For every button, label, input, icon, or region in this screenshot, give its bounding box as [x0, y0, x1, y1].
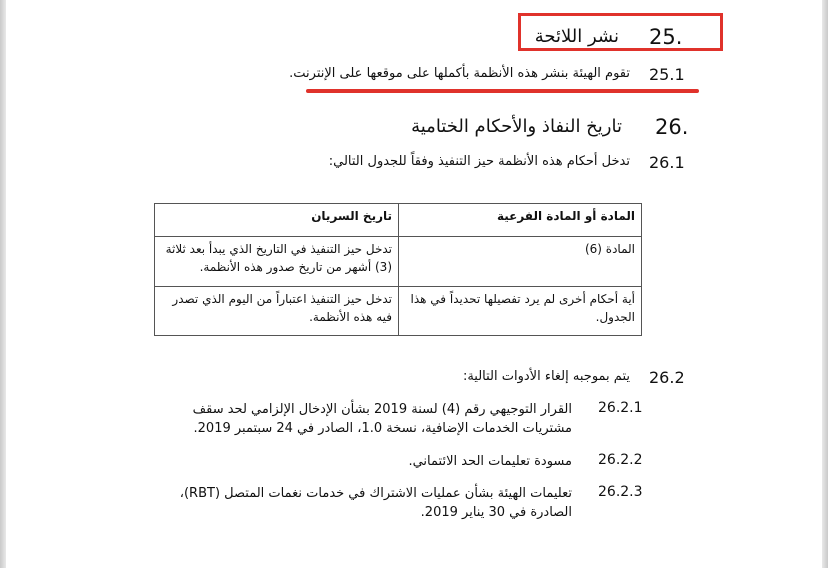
table-header-row	[155, 204, 642, 237]
subclause-text: تعليمات الهيئة بشأن عمليات الاشتراك في خدمات نغمات المتصل (RBT)، الصادرة في 30 يناير 2019.	[179, 486, 572, 520]
clause-25-1-number: 25.1	[649, 65, 685, 84]
subclause-text: القرار التوجيهي رقم (4) لسنة 2019 بشأن الإدخال الإلزامي لحد سقف مشتريات الخدمات الإضافية، نسخة 1.0، الصادر في 24 سبتمبر 2019.	[192, 402, 572, 436]
section-25-title: نشر اللائحة	[534, 26, 619, 47]
section-26-number: 26.	[655, 115, 689, 139]
table-cell: تدخل حيز التنفيذ في التاريخ الذي يبدأ بعد ثلاثة (3) أشهر من تاريخ صدور هذه الأنظمة.	[155, 237, 399, 287]
clause-26-2-text: يتم بموجبه إلغاء الأدوات التالية:	[462, 369, 630, 384]
table-row	[155, 287, 642, 336]
subclause-number: 26.2.2	[598, 452, 643, 468]
subclause-text: مسودة تعليمات الحد الائتماني.	[408, 454, 572, 469]
effective-dates-table	[154, 203, 642, 336]
section-25-number: 25.	[649, 25, 683, 49]
subclause-number: 26.2.1	[598, 400, 643, 416]
page-edge-shadow	[822, 0, 828, 568]
header-article: المادة أو المادة الفرعية	[399, 204, 642, 237]
section-26-title: تاريخ النفاذ والأحكام الختامية	[411, 116, 622, 137]
subclause-number: 26.2.3	[598, 484, 643, 500]
table-cell: أية أحكام أخرى لم يرد تفصيلها تحديداً في هذا الجدول.	[399, 287, 642, 336]
clause-25-1-text: تقوم الهيئة بنشر هذه الأنظمة بأكملها على موقعها على الإنترنت.	[289, 66, 630, 81]
clause-26-1-number: 26.1	[649, 153, 685, 172]
clause-26-2-number: 26.2	[649, 368, 685, 387]
page-edge-shadow	[0, 0, 6, 568]
table-row	[155, 237, 642, 287]
table-cell: المادة (6)	[399, 237, 642, 287]
table-cell: تدخل حيز التنفيذ اعتباراً من اليوم الذي تصدر فيه هذه الأنظمة.	[155, 287, 399, 336]
highlight-underline	[306, 89, 699, 93]
clause-26-1-text: تدخل أحكام هذه الأنظمة حيز التنفيذ وفقاً للجدول التالي:	[328, 154, 630, 169]
header-effective-date: تاريخ السريان	[155, 204, 399, 237]
document-page	[6, 0, 822, 568]
